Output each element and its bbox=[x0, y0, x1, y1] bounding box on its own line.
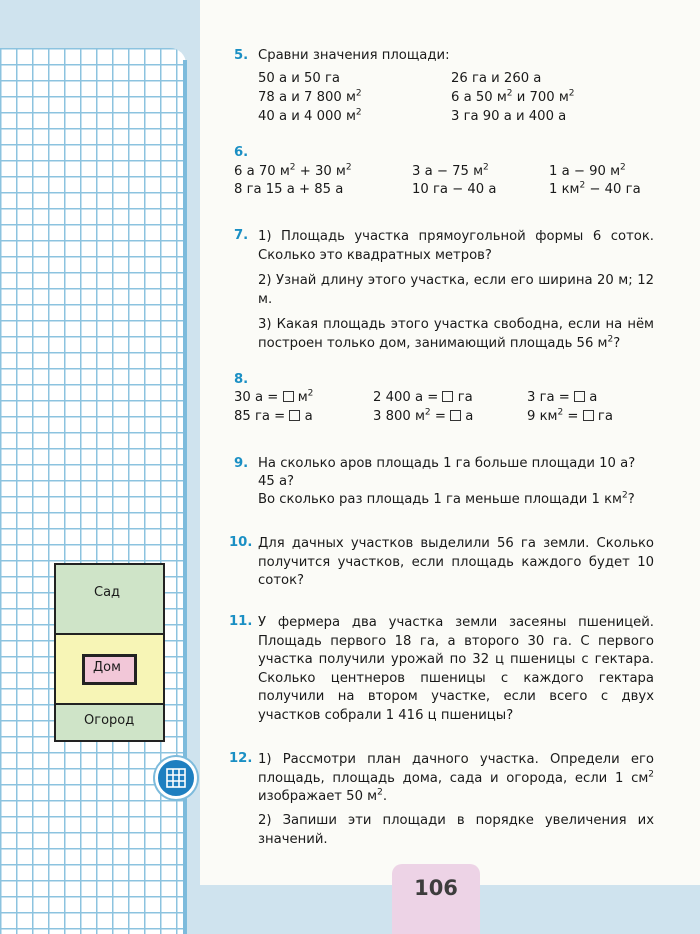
task-text: Для дачных участков выделили 56 га земли. Сколько получится участков, если площадь каждого будет 10 соток? bbox=[258, 536, 654, 588]
comparison-item: 6 а 50 $м^2$ и 700 $м^2$ bbox=[451, 88, 575, 105]
garden-label: Сад bbox=[94, 585, 121, 600]
task-number: 10. bbox=[229, 535, 253, 550]
comparison-item: 78 а и 7 800 $м^2$ bbox=[258, 88, 362, 105]
task-part: 3) Какая площадь этого участка свободна, если на нём построен только дом, занимающий площадь 56 $м^2$? bbox=[258, 317, 654, 351]
answer-box bbox=[583, 410, 594, 421]
task-part: 1) Площадь участка прямоугольной формы 6 соток. Сколько это квадратных метров? bbox=[258, 229, 654, 263]
answer-box bbox=[574, 391, 585, 402]
task-text: У фермера два участка земли засеяны пшеницей. Площадь первого 18 га, а второго 30 га. С первого участка получили урожай по 32 ц пшеницы с гектара. Сколько центнеров пшеницы с каждого гектара получили на втором участке, если всего с двух участков собрали 1 416 ц пшеницы? bbox=[258, 615, 654, 723]
task-line: На сколько аров площадь 1 га больше площади 10 а? bbox=[258, 456, 636, 471]
conversion-item: 3 800 $м^2 = а$ bbox=[373, 407, 474, 424]
expression: 8 га 15 а + 85 а bbox=[234, 182, 344, 197]
conversion-item: 3 га = а bbox=[527, 390, 598, 405]
task-number: 7. bbox=[234, 228, 249, 243]
conversion-item: 2 400 а = га bbox=[373, 390, 473, 405]
task-part: 2) Запиши эти площади в порядке увеличения их значений. bbox=[258, 813, 654, 847]
plot-plan-figure bbox=[54, 563, 165, 742]
task-number: 9. bbox=[234, 456, 249, 471]
expression: 1 а − 90 $м^2$ bbox=[549, 162, 626, 179]
grid-icon bbox=[155, 757, 197, 799]
answer-box bbox=[283, 391, 294, 402]
task-line: Во сколько раз площадь 1 га меньше площади 1 $км^2$? bbox=[258, 490, 635, 507]
answer-box bbox=[450, 410, 461, 421]
conversion-item: 85 га = а bbox=[234, 409, 313, 424]
page-number: 106 bbox=[392, 864, 480, 934]
comparison-item: 50 а и 50 га bbox=[258, 71, 340, 86]
house-label: Дом bbox=[93, 660, 121, 675]
task-line: 45 а? bbox=[258, 474, 295, 489]
answer-box bbox=[442, 391, 453, 402]
task-number: 5. bbox=[234, 48, 249, 63]
conversion-item: 9 $км^2$ = га bbox=[527, 407, 613, 424]
comparison-item: 40 а и 4 000 $м^2$ bbox=[258, 107, 362, 124]
task-number: 11. bbox=[229, 614, 253, 629]
expression: 3 а − 75 $м^2$ bbox=[412, 162, 489, 179]
graph-paper-edge bbox=[183, 60, 187, 934]
conversion-item: 30 $а = м^2$ bbox=[234, 388, 314, 405]
expression: 10 га − 40 а bbox=[412, 182, 497, 197]
task-number: 6. bbox=[234, 145, 249, 160]
task-part: 2) Узнай длину этого участка, если его ширина 20 м; 12 м. bbox=[258, 273, 654, 307]
comparison-item: 26 га и 260 а bbox=[451, 71, 542, 86]
vegetable-garden-label: Огород bbox=[84, 713, 135, 728]
comparison-item: 3 га 90 а и 400 а bbox=[451, 109, 567, 124]
task-title: Сравни значения площади: bbox=[258, 48, 450, 63]
task-part: 1) Рассмотри план дачного участка. Определи его площадь, площадь дома, сада и огорода, если 1 $см^2$ изображает 50 $м^2$. bbox=[258, 752, 654, 804]
expression: 1 $км^2 - 40$ га bbox=[549, 180, 641, 197]
answer-box bbox=[289, 410, 300, 421]
expression: 6 а 70 $м^2 + 30$ $м^2$ bbox=[234, 162, 352, 179]
graph-paper-panel bbox=[0, 48, 186, 934]
task-number: 12. bbox=[229, 751, 253, 766]
task-number: 8. bbox=[234, 372, 249, 387]
